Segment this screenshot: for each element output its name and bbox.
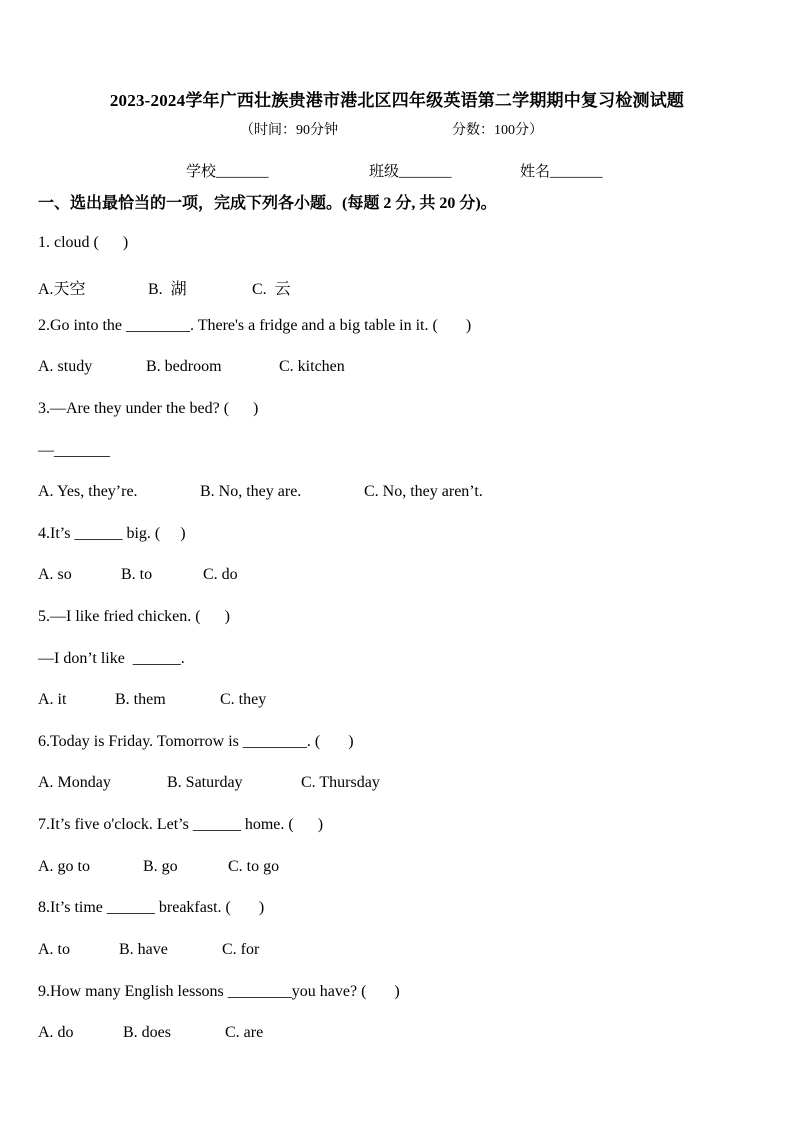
q4-option-a: A. so (38, 566, 72, 583)
q7-option-a: A. go to (38, 858, 90, 875)
question-5-reply: —I don’t like ______. (38, 650, 185, 667)
q8-option-a: A. to (38, 941, 70, 958)
q3-option-b: B. No, they are. (200, 483, 302, 500)
question-6: 6.Today is Friday. Tomorrow is ________. ( ) (38, 733, 354, 750)
q2-option-a: A. study (38, 358, 93, 375)
name-field: 姓名_______ (520, 164, 603, 180)
q3-option-a: A. Yes, they’re. (38, 483, 138, 500)
q6-option-c: C. Thursday (301, 774, 380, 791)
time-limit: （时间：90分钟 (240, 123, 338, 138)
question-9: 9.How many English lessons ________you have? ( ) (38, 983, 400, 1000)
exam-title: 2023-2024学年广西壮族贵港市港北区四年级英语第二学期期中复习检测试题 (109, 91, 685, 110)
q9-option-c: C. are (225, 1024, 264, 1041)
q5-option-a: A. it (38, 691, 67, 708)
question-5: 5.—I like fried chicken. ( ) (38, 608, 230, 625)
question-2: 2.Go into the ________. There's a fridge and a big table in it. ( ) (38, 317, 472, 334)
q5-option-c: C. they (220, 691, 267, 708)
q4-option-c: C. do (203, 566, 238, 583)
question-1: 1. cloud ( ) (38, 234, 129, 251)
q9-option-a: A. do (38, 1024, 74, 1041)
q8-option-b: B. have (119, 941, 168, 958)
total-score: 分数：100分） (452, 123, 543, 138)
question-3: 3.—Are they under the bed? ( ) (38, 400, 259, 417)
question-3-answer-line: —_______ (38, 442, 110, 459)
q6-option-b: B. Saturday (167, 774, 243, 791)
q1-option-b: B. 湖 (148, 281, 187, 298)
q7-option-c: C. to go (228, 858, 280, 875)
class-field: 班级_______ (369, 164, 452, 180)
q5-option-b: B. them (115, 691, 166, 708)
q1-option-a: A.天空 (38, 281, 86, 298)
q3-option-c: C. No, they aren’t. (364, 483, 483, 500)
q7-option-b: B. go (143, 858, 178, 875)
q2-option-c: C. kitchen (279, 358, 345, 375)
school-field: 学校_______ (186, 164, 269, 180)
q2-option-b: B. bedroom (146, 358, 222, 375)
q1-option-c: C. 云 (252, 281, 291, 298)
question-4: 4.It’s ______ big. ( ) (38, 525, 186, 542)
q6-option-a: A. Monday (38, 774, 111, 791)
question-8: 8.It’s time ______ breakfast. ( ) (38, 899, 265, 916)
section-1-heading: 一、选出最恰当的一项，完成下列各小题。(每题 2 分, 共 20 分)。 (38, 195, 497, 212)
q4-option-b: B. to (121, 566, 153, 583)
q9-option-b: B. does (123, 1024, 171, 1041)
question-7: 7.It’s five o'clock. Let’s ______ home. ( ) (38, 816, 324, 833)
q8-option-c: C. for (222, 941, 260, 958)
